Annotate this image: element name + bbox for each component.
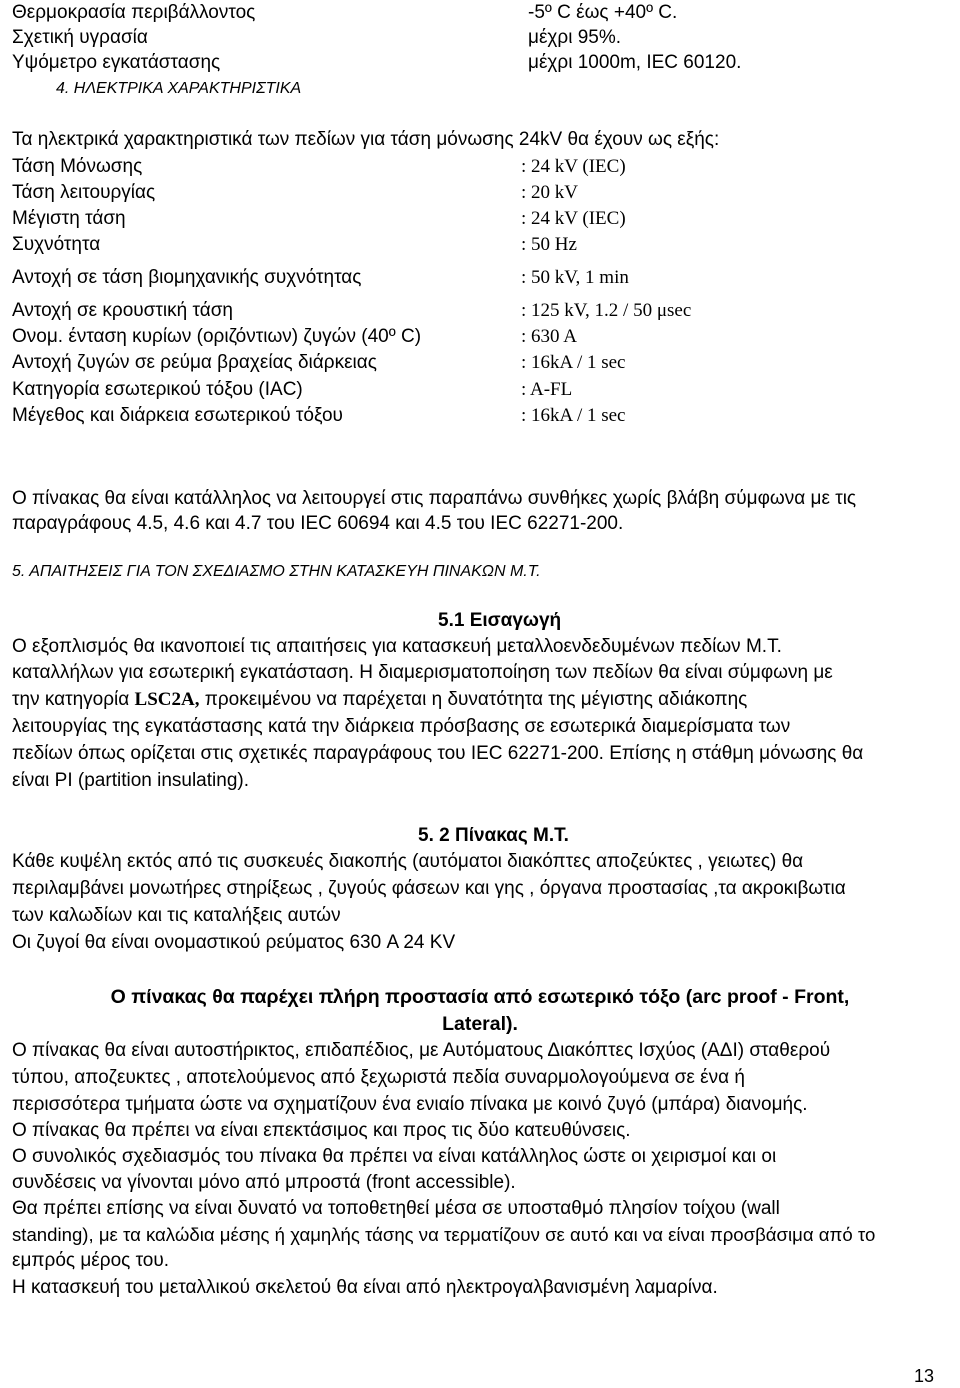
paragraph-line: πεδίων όπως ορίζεται στις σχετικές παραγράφους του IEC 62271-200. Επίσης η στάθμη μόνωσης θα: [12, 743, 864, 764]
section-5-2-heading: 5. 2 Πίνακας Μ.Τ.: [418, 825, 569, 846]
lsc2a-term: LSC2A,: [134, 689, 200, 710]
env-alt-value: μέχρι 1000m, IEC 60120.: [528, 52, 742, 73]
spec-label: Αντοχή ζυγών σε ρεύμα βραχείας διάρκειας: [12, 352, 377, 373]
paragraph-line: standing), με τα καλώδια μέσης ή χαμηλής τάσης να τερματίζουν σε αυτό και να είναι προσβάσιμα από το: [12, 1224, 876, 1245]
spec-value: : 16kA / 1 sec: [521, 352, 626, 373]
env-hum-value: μέχρι 95%.: [528, 27, 622, 48]
paragraph-line: λειτουργίας της εγκατάστασης κατά την διάρκεια πρόσβασης σε εσωτερικά διαμερίσματα των: [12, 716, 791, 737]
paragraph-line: των καλωδίων και τις καταλήξεις αυτών: [12, 905, 341, 926]
paragraph-line: περιλαμβάνει μονωτήρες στηρίξεως , ζυγούς φάσεων και γης , όργανα προστασίας ,τα ακροκιβωτια: [12, 878, 846, 899]
paragraph-line: τύπου, αποζευκτες , αποτελούμενος από ξεχωριστά πεδία συναρμολογούμενα σε ένα ή: [12, 1067, 745, 1088]
spec-value: : 24 kV (IEC): [521, 208, 626, 229]
spec-value: : 20 kV: [521, 182, 578, 203]
paragraph-line: Ο πίνακας θα πρέπει να είναι επεκτάσιμος και προς τις δύο κατευθύνσεις.: [12, 1120, 631, 1141]
spec-value: : 50 Hz: [521, 234, 577, 255]
section-4-heading: 4. ΗΛΕΚΤΡΙΚΑ ΧΑΡΑΚΤΗΡΙΣΤΙΚΑ: [56, 80, 302, 97]
env-temp-label: Θερμοκρασία περιβάλλοντος: [12, 2, 256, 23]
section-4-outro-line: Ο πίνακας θα είναι κατάλληλος να λειτουργεί στις παραπάνω συνθήκες χωρίς βλάβη σύμφωνα με τις: [12, 488, 857, 509]
spec-value: : 16kA / 1 sec: [521, 405, 626, 426]
paragraph-line: Η κατασκευή του μεταλλικού σκελετού θα είναι από ηλεκτρογαλβανισμένη λαμαρίνα.: [12, 1277, 718, 1298]
paragraph-line: Θα πρέπει επίσης να είναι δυνατό να τοποθετηθεί μέσα σε υποσταθμό πλησίον τοίχου (wall: [12, 1198, 780, 1219]
page-number: 13: [913, 1366, 934, 1386]
paragraph-line: καταλλήλων για εσωτερική εγκατάσταση. Η διαμερισματοποίηση των πεδίων θα είναι σύμφωνη με: [12, 662, 833, 683]
paragraph-line: Ο συνολικός σχεδιασμός του πίνακα θα πρέπει να είναι κατάλληλος ώστε οι χειρισμοί και οι: [12, 1146, 777, 1167]
paragraph-line: είναι PI (partition insulating).: [12, 770, 249, 791]
spec-label: Τάση λειτουργίας: [12, 182, 156, 203]
spec-label: Αντοχή σε κρουστική τάση: [12, 300, 233, 321]
spec-label: Τάση Μόνωσης: [12, 156, 143, 177]
arc-protection-heading: Lateral).: [442, 1013, 518, 1035]
spec-value: : 50 kV, 1 min: [521, 267, 629, 288]
section-4-outro-line: παραγράφους 4.5, 4.6 και 4.7 του IEC 60694 και 4.5 του IEC 62271-200.: [12, 513, 624, 534]
spec-value: : 24 kV (IEC): [521, 156, 626, 177]
arc-protection-heading: Ο πίνακας θα παρέχει πλήρη προστασία από εσωτερικό τόξο (arc proof - Front,: [110, 986, 850, 1008]
env-alt-label: Υψόμετρο εγκατάστασης: [12, 52, 221, 73]
spec-label: Μέγιστη τάση: [12, 208, 126, 229]
paragraph-line: εμπρός μέρος του.: [12, 1250, 170, 1271]
paragraph-line: συνδέσεις να γίνονται μόνο από μπροστά (front accessible).: [12, 1172, 516, 1193]
spec-value: : A-FL: [521, 379, 573, 400]
env-hum-label: Σχετική υγρασία: [12, 27, 148, 48]
spec-label: Ονομ. ένταση κυρίων (οριζόντιων) ζυγών (40º C): [12, 326, 422, 347]
paragraph-line: Οι ζυγοί θα είναι ονομαστικού ρεύματος 630 A 24 KV: [12, 932, 456, 953]
env-temp-value: -5º C έως +40º C.: [528, 2, 678, 23]
paragraph-line: την κατηγορία LSC2A, προκειμένου να παρέχεται η δυνατότητα της μέγιστης αδιάκοπης: [12, 689, 748, 710]
spec-label: Μέγεθος και διάρκεια εσωτερικού τόξου: [12, 405, 343, 426]
section-5-1-heading: 5.1 Εισαγωγή: [438, 610, 562, 631]
spec-label: Αντοχή σε τάση βιομηχανικής συχνότητας: [12, 267, 362, 288]
paragraph-line: Κάθε κυψέλη εκτός από τις συσκευές διακοπής (αυτόματοι διακόπτες αποζεύκτες , γειωτες) θα: [12, 851, 804, 872]
spec-label: Κατηγορία εσωτερικού τόξου (IAC): [12, 379, 303, 400]
paragraph-line: Ο εξοπλισμός θα ικανοποιεί τις απαιτήσεις για κατασκευή μεταλλοενδεδυμένων πεδίων Μ.Τ.: [12, 636, 782, 657]
section-4-intro: Τα ηλεκτρικά χαρακτηριστικά των πεδίων για τάση μόνωσης 24kV θα έχουν ως εξής:: [12, 129, 720, 150]
paragraph-line: Ο πίνακας θα είναι αυτοστήρικτος, επιδαπέδιος, με Αυτόματους Διακόπτες Ισχύος (ΑΔΙ) σταθερού: [12, 1040, 831, 1061]
section-5-heading: 5. ΑΠΑΙΤΗΣΕΙΣ ΓΙΑ ΤΟΝ ΣΧΕΔΙΑΣΜΟ ΣΤΗΝ ΚΑΤΑΣΚΕΥΗ ΠΙΝΑΚΩΝ Μ.Τ.: [12, 563, 541, 580]
spec-value: : 125 kV, 1.2 / 50 μsec: [521, 300, 692, 321]
spec-value: : 630 A: [521, 326, 577, 347]
spec-label: Συχνότητα: [12, 234, 101, 255]
paragraph-line: περισσότερα τμήματα ώστε να σχηματίζουν ένα ενιαίο πίνακα με κοινό ζυγό (μπάρα) διανομής.: [12, 1094, 808, 1115]
